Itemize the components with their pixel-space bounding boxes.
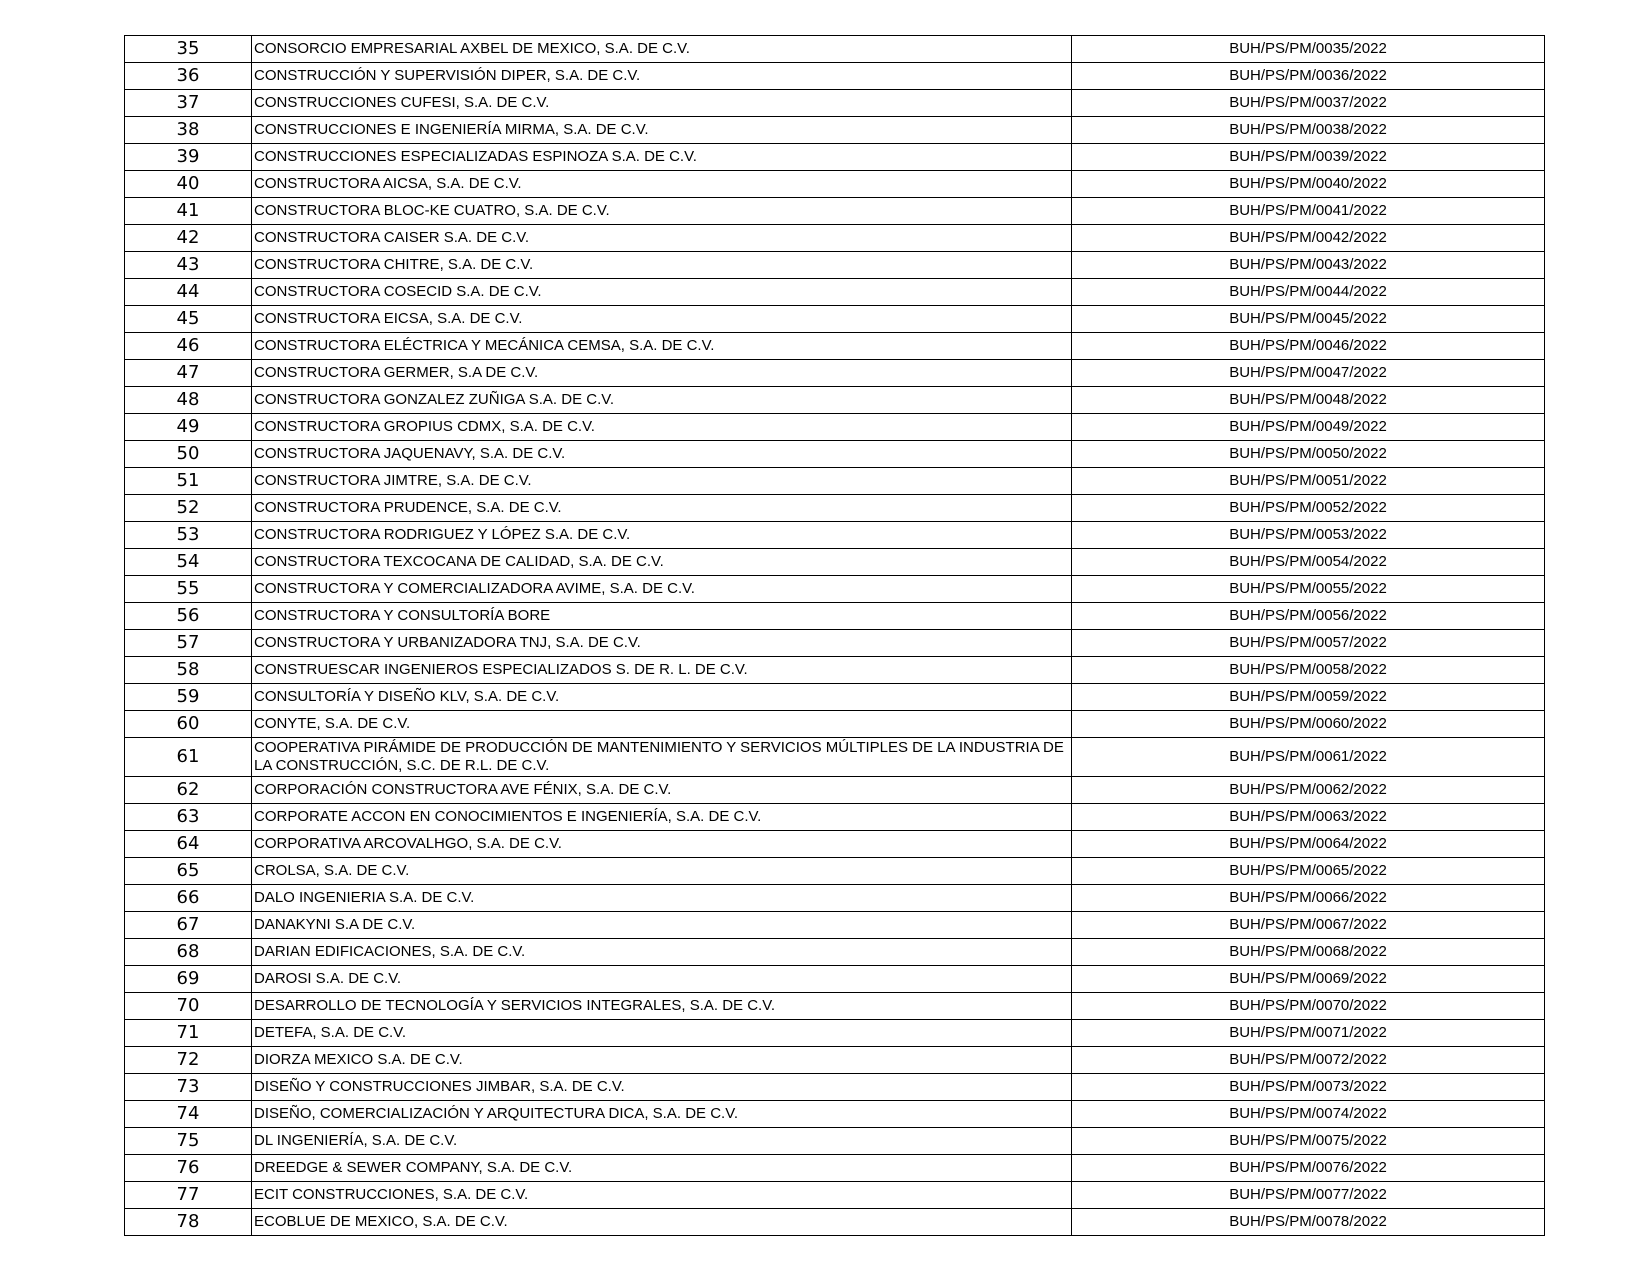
table-row xyxy=(125,912,1545,939)
row-number-cell: 35 xyxy=(125,36,252,63)
row-number-cell: 59 xyxy=(125,684,252,711)
table-row xyxy=(125,117,1545,144)
row-number-cell: 77 xyxy=(125,1182,252,1209)
table-row xyxy=(125,966,1545,993)
table-row xyxy=(125,777,1545,804)
row-number-cell: 76 xyxy=(125,1155,252,1182)
company-name-cell: CONSTRUCTORA GROPIUS CDMX, S.A. DE C.V. xyxy=(252,414,1072,441)
company-name-cell: CORPORATE ACCON EN CONOCIMIENTOS E INGENIERÍA, S.A. DE C.V. xyxy=(252,804,1072,831)
table-row xyxy=(125,90,1545,117)
table-row xyxy=(125,939,1545,966)
registration-code-cell: BUH/PS/PM/0066/2022 xyxy=(1072,885,1545,912)
row-number-cell: 73 xyxy=(125,1074,252,1101)
table-row xyxy=(125,522,1545,549)
row-number-cell: 64 xyxy=(125,831,252,858)
row-number-cell: 75 xyxy=(125,1128,252,1155)
row-number-cell: 60 xyxy=(125,711,252,738)
registration-code-cell: BUH/PS/PM/0036/2022 xyxy=(1072,63,1545,90)
table-row xyxy=(125,738,1545,777)
row-number-cell: 52 xyxy=(125,495,252,522)
registration-code-cell: BUH/PS/PM/0047/2022 xyxy=(1072,360,1545,387)
row-number-cell: 41 xyxy=(125,198,252,225)
registration-code-cell: BUH/PS/PM/0062/2022 xyxy=(1072,777,1545,804)
company-name-cell: DETEFA, S.A. DE C.V. xyxy=(252,1020,1072,1047)
row-number-cell: 51 xyxy=(125,468,252,495)
company-name-cell: CONSTRUCCIÓN Y SUPERVISIÓN DIPER, S.A. DE C.V. xyxy=(252,63,1072,90)
registration-code-cell: BUH/PS/PM/0077/2022 xyxy=(1072,1182,1545,1209)
registration-code-cell: BUH/PS/PM/0068/2022 xyxy=(1072,939,1545,966)
company-name-cell: CONSTRUCTORA CHITRE, S.A. DE C.V. xyxy=(252,252,1072,279)
table-row xyxy=(125,36,1545,63)
table-row xyxy=(125,252,1545,279)
row-number-cell: 48 xyxy=(125,387,252,414)
company-name-cell: CONSTRUCTORA Y URBANIZADORA TNJ, S.A. DE C.V. xyxy=(252,630,1072,657)
company-name-cell: DIORZA MEXICO S.A. DE C.V. xyxy=(252,1047,1072,1074)
company-name-cell: DREEDGE & SEWER COMPANY, S.A. DE C.V. xyxy=(252,1155,1072,1182)
table-row xyxy=(125,630,1545,657)
row-number-cell: 44 xyxy=(125,279,252,306)
row-number-cell: 67 xyxy=(125,912,252,939)
registration-code-cell: BUH/PS/PM/0076/2022 xyxy=(1072,1155,1545,1182)
row-number-cell: 45 xyxy=(125,306,252,333)
table-row xyxy=(125,468,1545,495)
row-number-cell: 71 xyxy=(125,1020,252,1047)
row-number-cell: 38 xyxy=(125,117,252,144)
company-name-cell: CONSULTORÍA Y DISEÑO KLV, S.A. DE C.V. xyxy=(252,684,1072,711)
row-number-cell: 68 xyxy=(125,939,252,966)
table-row xyxy=(125,279,1545,306)
table-row xyxy=(125,225,1545,252)
table-row xyxy=(125,858,1545,885)
row-number-cell: 53 xyxy=(125,522,252,549)
table-row xyxy=(125,885,1545,912)
row-number-cell: 42 xyxy=(125,225,252,252)
company-name-cell: CONSTRUCTORA GERMER, S.A DE C.V. xyxy=(252,360,1072,387)
registration-code-cell: BUH/PS/PM/0074/2022 xyxy=(1072,1101,1545,1128)
row-number-cell: 49 xyxy=(125,414,252,441)
table-row xyxy=(125,144,1545,171)
table-row xyxy=(125,1128,1545,1155)
company-name-cell: ECIT CONSTRUCCIONES, S.A. DE C.V. xyxy=(252,1182,1072,1209)
registry-table xyxy=(124,35,1545,1236)
row-number-cell: 55 xyxy=(125,576,252,603)
row-number-cell: 47 xyxy=(125,360,252,387)
company-name-cell: DISEÑO Y CONSTRUCCIONES JIMBAR, S.A. DE C.V. xyxy=(252,1074,1072,1101)
table-row xyxy=(125,684,1545,711)
registration-code-cell: BUH/PS/PM/0048/2022 xyxy=(1072,387,1545,414)
registration-code-cell: BUH/PS/PM/0050/2022 xyxy=(1072,441,1545,468)
row-number-cell: 57 xyxy=(125,630,252,657)
company-name-cell: CONSTRUCTORA Y COMERCIALIZADORA AVIME, S.A. DE C.V. xyxy=(252,576,1072,603)
company-name-cell: CONSTRUCTORA RODRIGUEZ Y LÓPEZ S.A. DE C.V. xyxy=(252,522,1072,549)
company-name-cell: CONSTRUCCIONES ESPECIALIZADAS ESPINOZA S.A. DE C.V. xyxy=(252,144,1072,171)
registration-code-cell: BUH/PS/PM/0046/2022 xyxy=(1072,333,1545,360)
registration-code-cell: BUH/PS/PM/0057/2022 xyxy=(1072,630,1545,657)
company-name-cell: CONSTRUCTORA Y CONSULTORÍA BORE xyxy=(252,603,1072,630)
row-number-cell: 74 xyxy=(125,1101,252,1128)
row-number-cell: 65 xyxy=(125,858,252,885)
registration-code-cell: BUH/PS/PM/0058/2022 xyxy=(1072,657,1545,684)
company-name-cell: CONSTRUCTORA AICSA, S.A. DE C.V. xyxy=(252,171,1072,198)
table-row xyxy=(125,198,1545,225)
company-name-cell: CONSTRUCTORA COSECID S.A. DE C.V. xyxy=(252,279,1072,306)
company-name-cell: DARIAN EDIFICACIONES, S.A. DE C.V. xyxy=(252,939,1072,966)
registration-code-cell: BUH/PS/PM/0078/2022 xyxy=(1072,1209,1545,1236)
company-name-cell: ECOBLUE DE MEXICO, S.A. DE C.V. xyxy=(252,1209,1072,1236)
registration-code-cell: BUH/PS/PM/0040/2022 xyxy=(1072,171,1545,198)
company-name-cell: DL INGENIERÍA, S.A. DE C.V. xyxy=(252,1128,1072,1155)
company-name-cell: DALO INGENIERIA S.A. DE C.V. xyxy=(252,885,1072,912)
company-name-cell: CORPORATIVA ARCOVALHGO, S.A. DE C.V. xyxy=(252,831,1072,858)
table-row xyxy=(125,306,1545,333)
registration-code-cell: BUH/PS/PM/0073/2022 xyxy=(1072,1074,1545,1101)
row-number-cell: 54 xyxy=(125,549,252,576)
table-row xyxy=(125,333,1545,360)
row-number-cell: 36 xyxy=(125,63,252,90)
registration-code-cell: BUH/PS/PM/0069/2022 xyxy=(1072,966,1545,993)
row-number-cell: 69 xyxy=(125,966,252,993)
registration-code-cell: BUH/PS/PM/0070/2022 xyxy=(1072,993,1545,1020)
row-number-cell: 40 xyxy=(125,171,252,198)
company-name-cell: CONSTRUCTORA GONZALEZ ZUÑIGA S.A. DE C.V. xyxy=(252,387,1072,414)
company-name-cell: CONSTRUCTORA JIMTRE, S.A. DE C.V. xyxy=(252,468,1072,495)
row-number-cell: 56 xyxy=(125,603,252,630)
row-number-cell: 66 xyxy=(125,885,252,912)
table-row xyxy=(125,171,1545,198)
registration-code-cell: BUH/PS/PM/0041/2022 xyxy=(1072,198,1545,225)
registration-code-cell: BUH/PS/PM/0071/2022 xyxy=(1072,1020,1545,1047)
registration-code-cell: BUH/PS/PM/0042/2022 xyxy=(1072,225,1545,252)
table-row xyxy=(125,387,1545,414)
company-name-cell: CONSTRUCTORA JAQUENAVY, S.A. DE C.V. xyxy=(252,441,1072,468)
row-number-cell: 50 xyxy=(125,441,252,468)
company-name-cell: DANAKYNI S.A DE C.V. xyxy=(252,912,1072,939)
company-name-cell: CONSTRUCCIONES CUFESI, S.A. DE C.V. xyxy=(252,90,1072,117)
registration-code-cell: BUH/PS/PM/0038/2022 xyxy=(1072,117,1545,144)
row-number-cell: 43 xyxy=(125,252,252,279)
table-row xyxy=(125,603,1545,630)
registration-code-cell: BUH/PS/PM/0054/2022 xyxy=(1072,549,1545,576)
company-name-cell: DAROSI S.A. DE C.V. xyxy=(252,966,1072,993)
registration-code-cell: BUH/PS/PM/0052/2022 xyxy=(1072,495,1545,522)
registration-code-cell: BUH/PS/PM/0051/2022 xyxy=(1072,468,1545,495)
registry-table-body xyxy=(125,36,1545,1236)
table-row xyxy=(125,1101,1545,1128)
registration-code-cell: BUH/PS/PM/0055/2022 xyxy=(1072,576,1545,603)
table-row xyxy=(125,657,1545,684)
registration-code-cell: BUH/PS/PM/0064/2022 xyxy=(1072,831,1545,858)
table-row xyxy=(125,360,1545,387)
registration-code-cell: BUH/PS/PM/0053/2022 xyxy=(1072,522,1545,549)
registration-code-cell: BUH/PS/PM/0037/2022 xyxy=(1072,90,1545,117)
company-name-cell: CONSTRUESCAR INGENIEROS ESPECIALIZADOS S. DE R. L. DE C.V. xyxy=(252,657,1072,684)
company-name-cell: CONYTE, S.A. DE C.V. xyxy=(252,711,1072,738)
registration-code-cell: BUH/PS/PM/0060/2022 xyxy=(1072,711,1545,738)
row-number-cell: 62 xyxy=(125,777,252,804)
table-row xyxy=(125,441,1545,468)
company-name-cell: CONSTRUCTORA PRUDENCE, S.A. DE C.V. xyxy=(252,495,1072,522)
table-row xyxy=(125,1074,1545,1101)
table-row xyxy=(125,576,1545,603)
table-row xyxy=(125,711,1545,738)
row-number-cell: 58 xyxy=(125,657,252,684)
row-number-cell: 46 xyxy=(125,333,252,360)
table-row xyxy=(125,63,1545,90)
registration-code-cell: BUH/PS/PM/0061/2022 xyxy=(1072,738,1545,777)
registration-code-cell: BUH/PS/PM/0056/2022 xyxy=(1072,603,1545,630)
company-name-cell: DESARROLLO DE TECNOLOGÍA Y SERVICIOS INTEGRALES, S.A. DE C.V. xyxy=(252,993,1072,1020)
company-name-cell: CORPORACIÓN CONSTRUCTORA AVE FÉNIX, S.A. DE C.V. xyxy=(252,777,1072,804)
row-number-cell: 70 xyxy=(125,993,252,1020)
company-name-cell: CONSTRUCTORA TEXCOCANA DE CALIDAD, S.A. DE C.V. xyxy=(252,549,1072,576)
table-row xyxy=(125,1047,1545,1074)
table-row xyxy=(125,804,1545,831)
table-row xyxy=(125,1020,1545,1047)
registration-code-cell: BUH/PS/PM/0045/2022 xyxy=(1072,306,1545,333)
registration-code-cell: BUH/PS/PM/0063/2022 xyxy=(1072,804,1545,831)
registration-code-cell: BUH/PS/PM/0075/2022 xyxy=(1072,1128,1545,1155)
row-number-cell: 63 xyxy=(125,804,252,831)
registration-code-cell: BUH/PS/PM/0059/2022 xyxy=(1072,684,1545,711)
company-name-cell: DISEÑO, COMERCIALIZACIÓN Y ARQUITECTURA DICA, S.A. DE C.V. xyxy=(252,1101,1072,1128)
company-name-cell: CONSTRUCTORA EICSA, S.A. DE C.V. xyxy=(252,306,1072,333)
company-name-cell: COOPERATIVA PIRÁMIDE DE PRODUCCIÓN DE MANTENIMIENTO Y SERVICIOS MÚLTIPLES DE LA INDUSTRIA DE LA CONSTRUCCIÓN, S.C. DE R.L. DE C.V. xyxy=(252,738,1072,777)
registration-code-cell: BUH/PS/PM/0039/2022 xyxy=(1072,144,1545,171)
table-row xyxy=(125,1209,1545,1236)
registration-code-cell: BUH/PS/PM/0035/2022 xyxy=(1072,36,1545,63)
registration-code-cell: BUH/PS/PM/0044/2022 xyxy=(1072,279,1545,306)
registration-code-cell: BUH/PS/PM/0072/2022 xyxy=(1072,1047,1545,1074)
registration-code-cell: BUH/PS/PM/0049/2022 xyxy=(1072,414,1545,441)
registration-code-cell: BUH/PS/PM/0065/2022 xyxy=(1072,858,1545,885)
company-name-cell: CONSTRUCCIONES E INGENIERÍA MIRMA, S.A. DE C.V. xyxy=(252,117,1072,144)
company-name-cell: CROLSA, S.A. DE C.V. xyxy=(252,858,1072,885)
table-row xyxy=(125,414,1545,441)
company-name-cell: CONSTRUCTORA ELÉCTRICA Y MECÁNICA CEMSA, S.A. DE C.V. xyxy=(252,333,1072,360)
registration-code-cell: BUH/PS/PM/0043/2022 xyxy=(1072,252,1545,279)
company-name-cell: CONSORCIO EMPRESARIAL AXBEL DE MEXICO, S.A. DE C.V. xyxy=(252,36,1072,63)
registration-code-cell: BUH/PS/PM/0067/2022 xyxy=(1072,912,1545,939)
table-row xyxy=(125,1182,1545,1209)
row-number-cell: 72 xyxy=(125,1047,252,1074)
company-name-cell: CONSTRUCTORA BLOC-KE CUATRO, S.A. DE C.V. xyxy=(252,198,1072,225)
table-row xyxy=(125,993,1545,1020)
table-row xyxy=(125,549,1545,576)
row-number-cell: 78 xyxy=(125,1209,252,1236)
company-name-cell: CONSTRUCTORA CAISER S.A. DE C.V. xyxy=(252,225,1072,252)
row-number-cell: 37 xyxy=(125,90,252,117)
row-number-cell: 39 xyxy=(125,144,252,171)
table-row xyxy=(125,1155,1545,1182)
row-number-cell: 61 xyxy=(125,738,252,777)
table-row xyxy=(125,495,1545,522)
table-row xyxy=(125,831,1545,858)
